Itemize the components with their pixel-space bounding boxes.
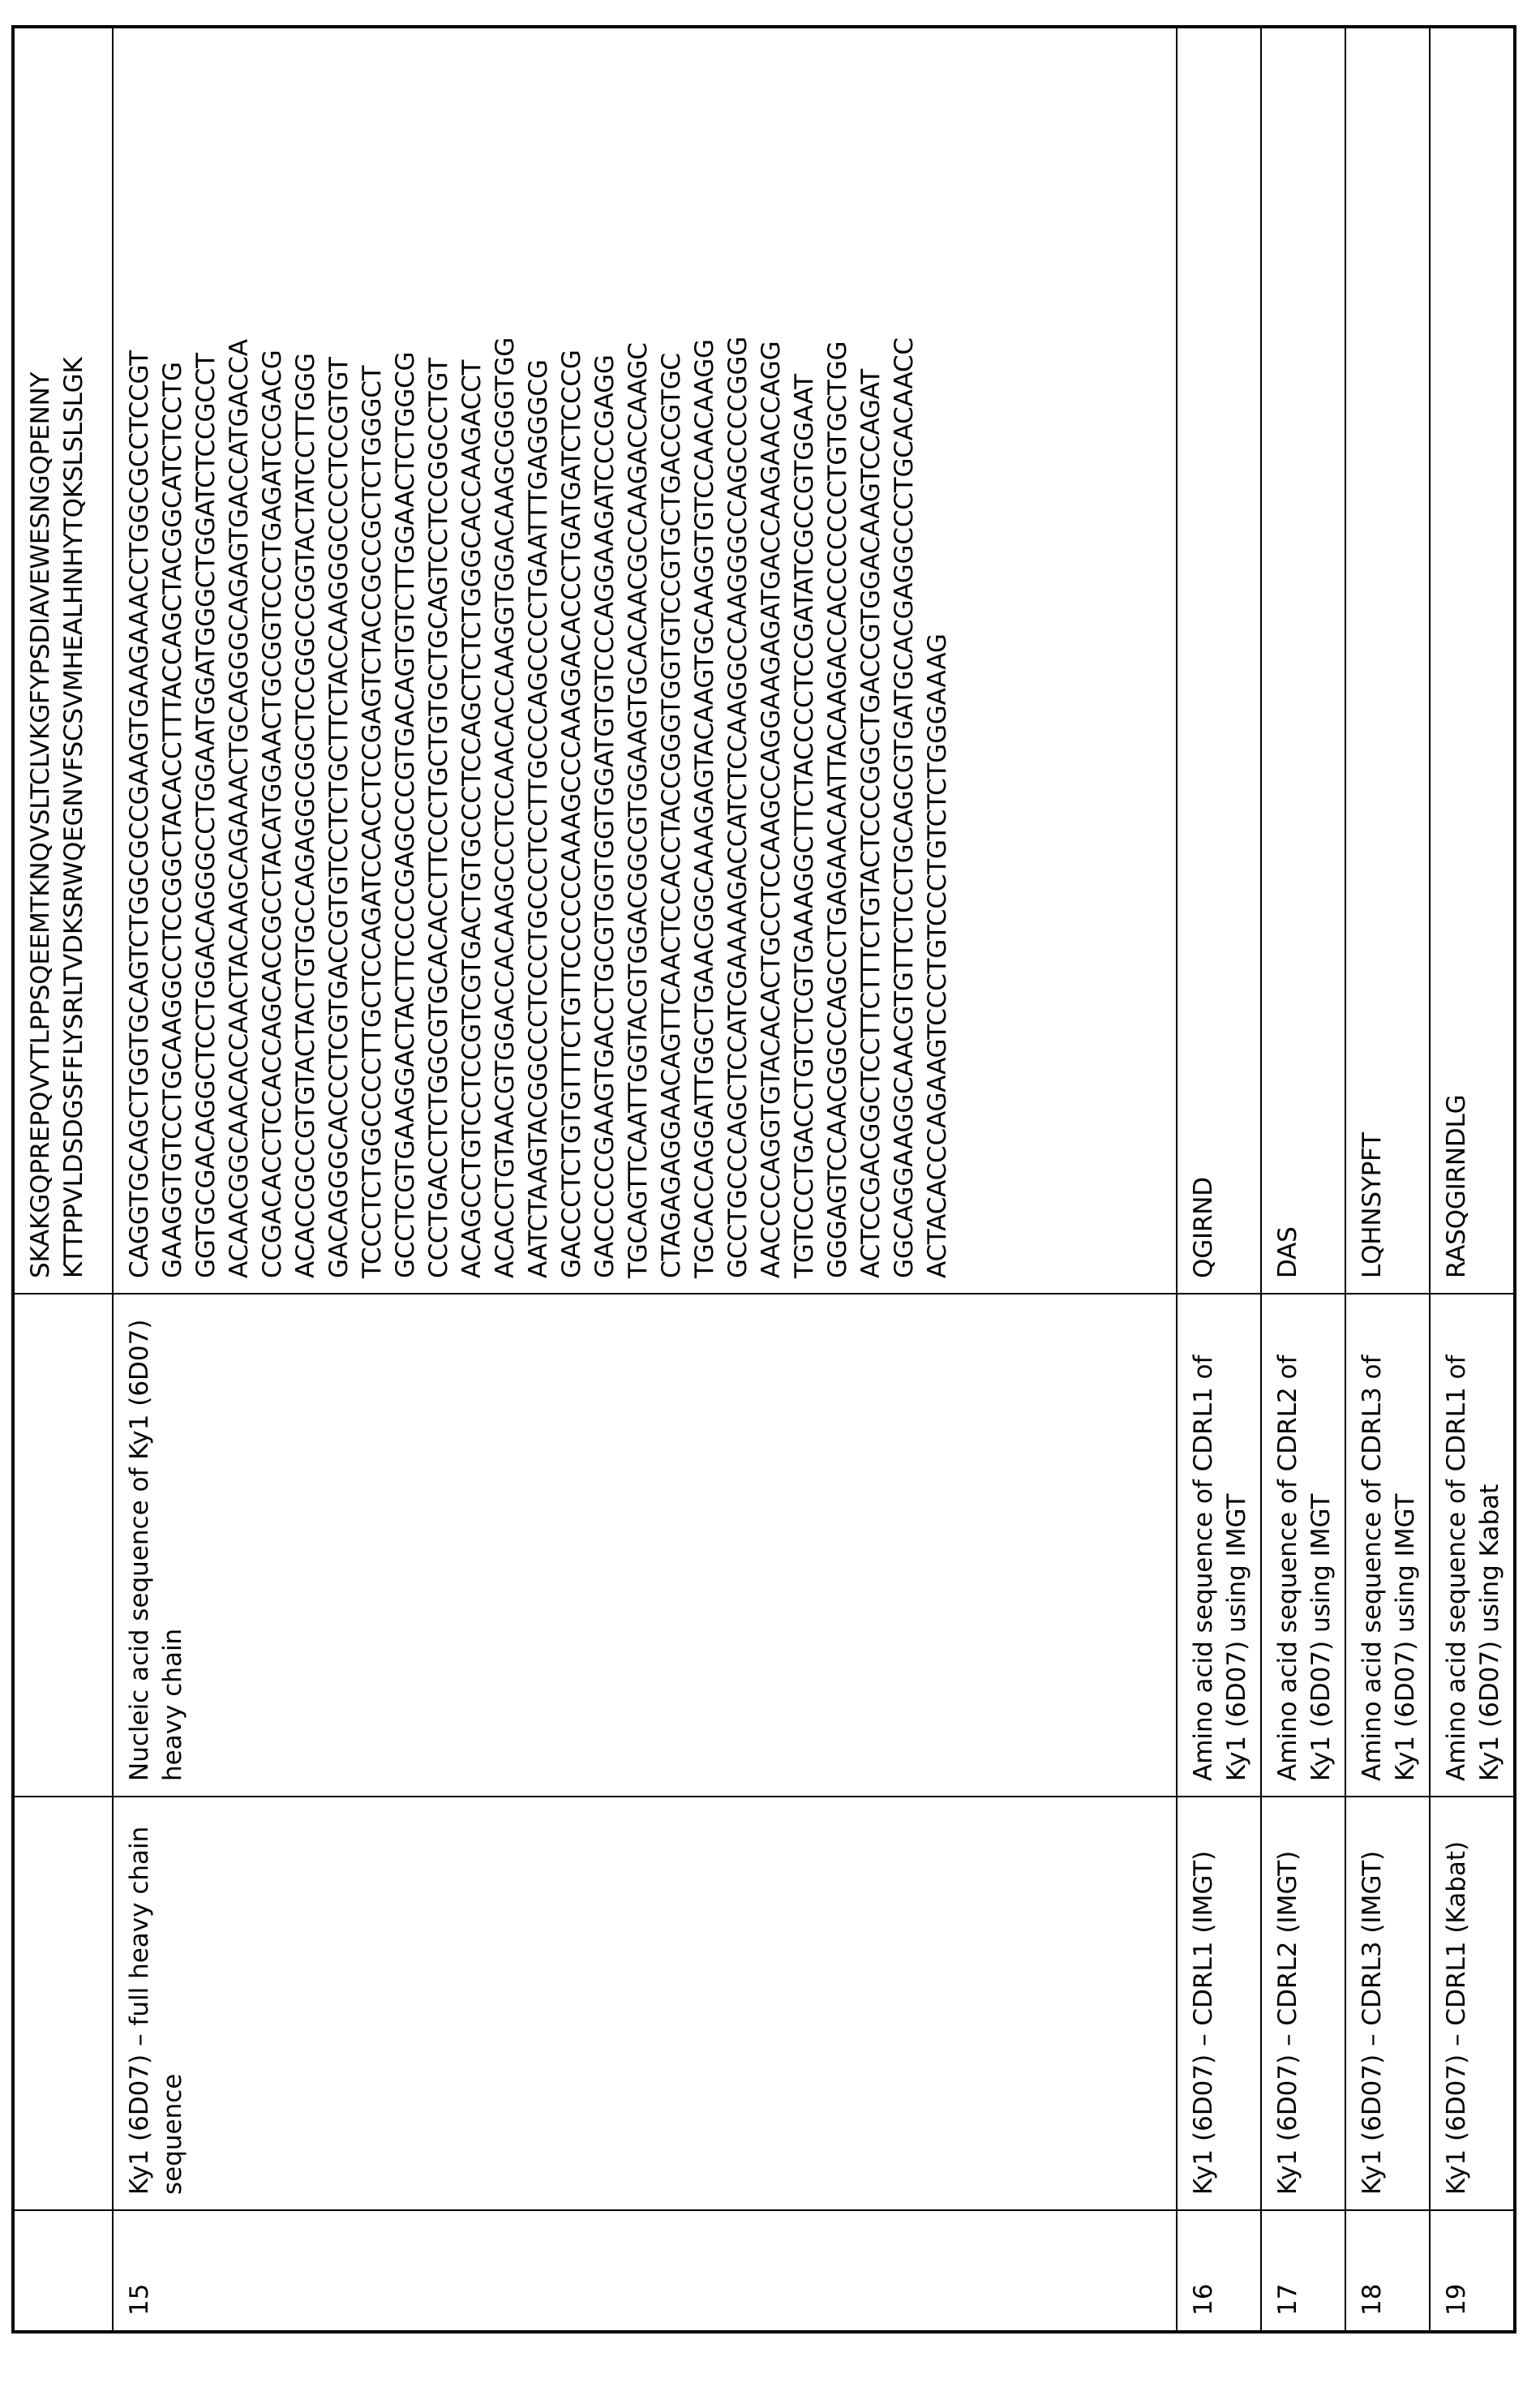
sequence-line: GGTGCGACAGGCTCCTGGACAGGGCCTGGAATGGATGGGCTGGATCTCCGCCT: [191, 353, 221, 1278]
table-row-17: [1261, 27, 1345, 2332]
sequence-line: ACACCGCCGTGTACTACTGTGCCAGAGGCGGCTCCGGCCGGTACTATCCTTGGG: [291, 353, 320, 1278]
sequence-line: KTTPPVLDSDGSFFLYSRLTVDKSRWQEGNVFSCSVMHEALHNHYTQKSLSLSLGK: [59, 357, 88, 1278]
table-row-18: [1345, 27, 1430, 2332]
table-row-continuation: [13, 27, 113, 2332]
sequence-line: ACACCTGTAACGTGGACCACAAGCCCTCCAACACCAAGGTGGACAAGCGGGTGG: [491, 337, 520, 1278]
sequence-line: ACAACGGCAACACCAACTACAAGCAGAAACTGCAGGGCAGAGTGACCATGACCA: [225, 339, 254, 1278]
title-cell: Ky1 (6D07) – CDRL1 (Kabat): [1430, 1797, 1515, 2210]
sequence-cell: [113, 27, 1177, 1294]
sequence-line: AACCCCAGGTGTACACACTGCCTCCAAGCCAGGAAGAGATGACCAAGAACCAGG: [757, 341, 786, 1278]
sequence-cell: [1177, 27, 1261, 1294]
seq-id-cell: 15: [113, 2210, 1177, 2332]
sequence-line: ACAGCCTGTCCTCCGTCGTGACTGTGCCCTCCAGCTCTCTGGGCACCAAGACCT: [457, 359, 487, 1278]
sequence-line: CCGACACCTCCACCAGCACCGCCTACATGGAACTGCGGTCCCTGAGATCCGACG: [258, 350, 287, 1278]
description-cell: Amino acid sequence of CDRL1 of Ky1 (6D07) using Kabat: [1430, 1294, 1515, 1797]
sequence-cell: [13, 27, 113, 1294]
description-cell: Amino acid sequence of CDRL2 of Ky1 (6D07) using IMGT: [1261, 1294, 1345, 1797]
sequence-cell: [1430, 27, 1515, 1294]
sequence-line: TCCCTCTGGCCCCTTGCTCCAGATCCACCTCCGAGTCTACCGCCGCTCTGGGCT: [358, 365, 387, 1278]
seq-id-cell: 18: [1345, 2210, 1430, 2332]
sequence-table: [11, 25, 1516, 2333]
sequence-line: LQHNSYPFT: [1358, 1132, 1387, 1278]
seq-id-cell: 19: [1430, 2210, 1515, 2332]
sequence-line: GACCCCCGAAGTGACCTGCGTGGTGGTGGATGTGTCCCAGGAAGATCCCGAGG: [590, 354, 620, 1278]
title-cell: Ky1 (6D07) – CDRL3 (IMGT): [1345, 1797, 1430, 2210]
table-row-19: [1430, 27, 1515, 2332]
sequence-line: TGCAGTTCAATTGGTACGTGGACGGCGTGGAAGTGCACAACGCCAAGACCAAGC: [624, 342, 653, 1278]
sequence-line: AATCTAAGTACGGCCCTCCCTGCCCTCCTTGCCCAGCCCCTGAATTTGAGGGCG: [524, 359, 553, 1278]
title-cell: Ky1 (6D07) – full heavy chain sequence: [113, 1797, 1177, 2210]
sequence-line: TGCACCAGGATTGGCTGAACGGCAAAGAGTACAAGTGCAAGGTGTCCAACAAGG: [690, 339, 719, 1278]
description-cell: Nucleic acid sequence of Ky1 (6D07) heavy chain: [113, 1294, 1177, 1797]
sequence-line: GACCCTCTGTGTTTCTGTTCCCCCCAAAGCCCAAGGACACCCTGATGATCTCCCG: [557, 350, 586, 1278]
sequence-line: ACTACACCCAGAAGTCCCTGTCCCTGTCTCTGGGAAAG: [923, 633, 952, 1278]
table-row-16: [1177, 27, 1261, 2332]
description-cell: [13, 1294, 113, 1797]
title-cell: [13, 1797, 113, 2210]
sequence-line: TGTCCCTGACCTGTCTCGTGAAAGGCTTCTACCCCTCCGATATCGCCGTGGAAT: [790, 373, 819, 1278]
sequence-line: DAS: [1273, 1226, 1302, 1278]
sequence-line: CCCTGACCTCTGGCGTGCACACCTTCCCTGCTGTGCTGCAGTCCTCCGGCCTGT: [424, 358, 453, 1278]
seq-id-cell: 17: [1261, 2210, 1345, 2332]
title-cell: Ky1 (6D07) – CDRL2 (IMGT): [1261, 1797, 1345, 2210]
sequence-line: CAGGTGCAGCTGGTGCAGTCTGGCGCCGAAGTGAAGAAACCTGGCGCCTCCGT: [125, 350, 154, 1278]
sequence-cell: [1261, 27, 1345, 1294]
description-cell: Amino acid sequence of CDRL3 of Ky1 (6D07) using IMGT: [1345, 1294, 1430, 1797]
sequence-line: GAAGGTGTCCTGCAAGGCCTCCGGCTACACCTTTACCAGCTACGGCATCTCCTG: [158, 362, 187, 1278]
table-row-15: [113, 27, 1177, 2332]
sequence-line: GGCAGGAAGGCAACGTGTTCTCCTGCAGCGTGATGCACGAGGCCCTGCACAACC: [890, 337, 919, 1278]
sequence-line: CTAGAGAGGAACAGTTCAACTCCACCTACCGGGTGGTGTCCGTGCTGACCGTGC: [657, 353, 686, 1278]
sequence-line: GCCTGCCCAGCTCCATCGAAAAGACCATCTCCAAGGCCAAGGGCCAGCCCCGGG: [723, 336, 753, 1278]
seq-id-cell: [13, 2210, 113, 2332]
sequence-line: QGIRND: [1189, 1177, 1218, 1278]
seq-id-cell: 16: [1177, 2210, 1261, 2332]
sequence-line: SKAKGQPREPQVYTLPPSQEEMTKNQVSLTCLVKGFYPSDIAVEWESNGQPENNY: [26, 371, 55, 1278]
sequence-line: GCCTCGTGAAGGACTACTTCCCCGAGCCCGTGACAGTGTCTTGGAACTCTGGCG: [391, 351, 420, 1278]
title-cell: Ky1 (6D07) – CDRL1 (IMGT): [1177, 1797, 1261, 2210]
sequence-line: GACAGGGCACCCTCGTGACCGTGTCCTCTGCTTCTACCAAGGGCCCCTCCGTGT: [324, 357, 354, 1278]
sequence-cell: [1345, 27, 1430, 1294]
sequence-line: GGGAGTCCAACGGCCAGCCTGAGAACAATTACAAGACCACCCCCCCTGTGCTGG: [823, 341, 852, 1278]
description-cell: Amino acid sequence of CDRL1 of Ky1 (6D07) using IMGT: [1177, 1294, 1261, 1797]
sequence-line: RASQGIRNDLG: [1442, 1094, 1471, 1278]
sequence-line: ACTCCGACGGCTCCTTCTTTCTGTACTCCCGGCTGACCGTGGACAAGTCCAGAT: [856, 368, 886, 1278]
